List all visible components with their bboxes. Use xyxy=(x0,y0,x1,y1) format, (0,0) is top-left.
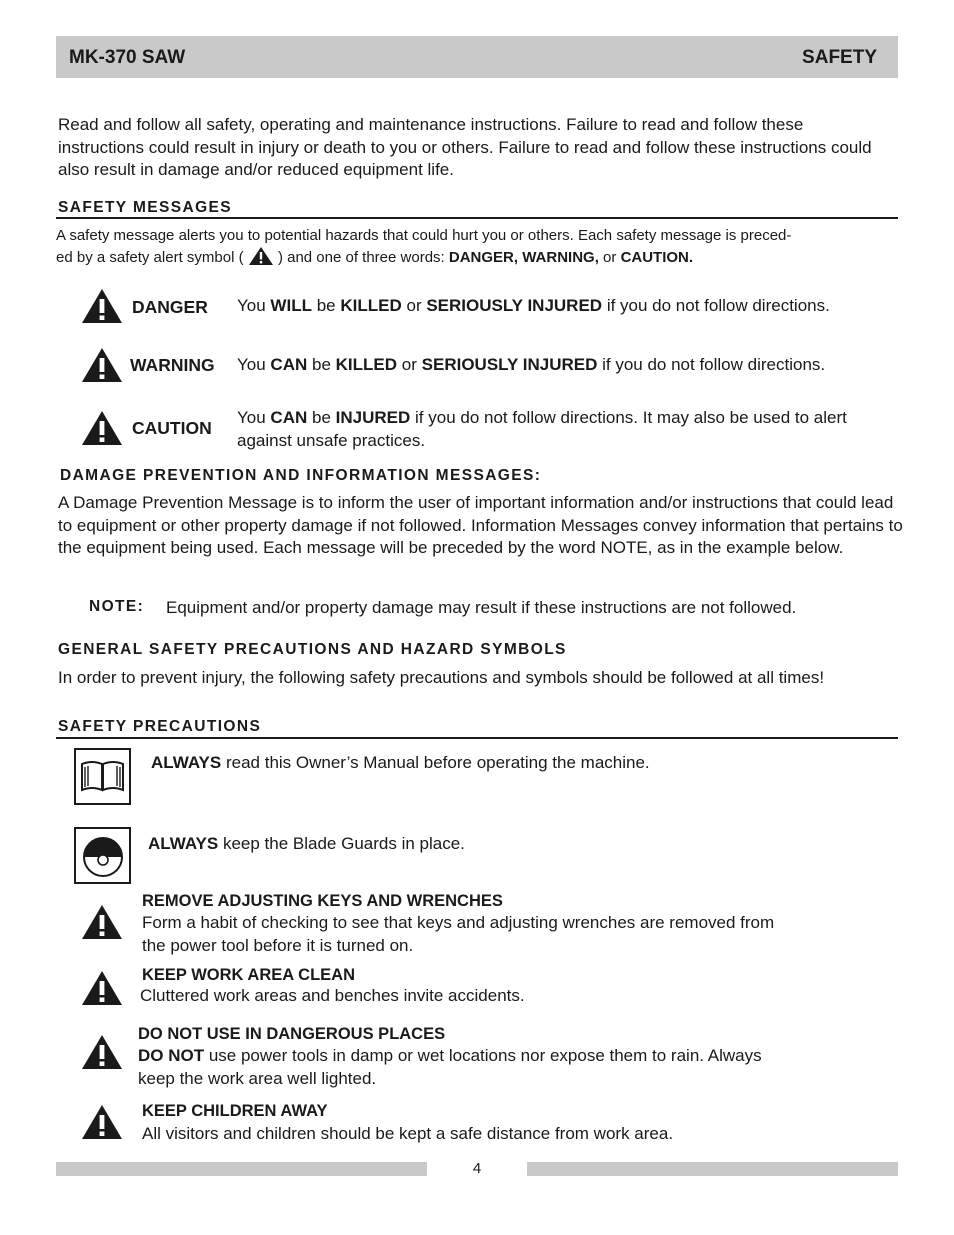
precaution-title: REMOVE ADJUSTING KEYS AND WRENCHES xyxy=(142,892,503,910)
precaution-text: All visitors and children should be kept a safe distance from work area. xyxy=(142,1124,674,1143)
warning-label: WARNING xyxy=(130,355,215,375)
blade-guard-precaution: ALWAYS keep the Blade Guards in place. xyxy=(148,834,465,853)
precaution-text: Cluttered work areas and benches invite accidents. xyxy=(140,986,525,1005)
book-icon-frame xyxy=(74,748,131,805)
safety-precautions-heading: SAFETY PRECAUTIONS xyxy=(58,718,262,735)
precaution-title: KEEP CHILDREN AWAY xyxy=(142,1102,328,1120)
blade-icon xyxy=(76,829,129,882)
general-safety-heading: GENERAL SAFETY PRECAUTIONS AND HAZARD SYMBOLS xyxy=(58,641,567,658)
safety-messages-text xyxy=(56,225,906,268)
warning-icon xyxy=(81,1104,123,1140)
intro-paragraph: Read and follow all safety, operating and maintenance instructions. Failure to read and follow these instructions could result in injury or death to you or others. Failure to read and follow these instructions could also result in damage and/or reduced equipment life. xyxy=(58,115,872,179)
warning-icon xyxy=(81,1034,123,1070)
danger-label: DANGER xyxy=(132,297,208,317)
caution-description: You CAN be INJURED if you do not follow directions. It may also be used to alert against unsafe practices. xyxy=(237,408,847,450)
book-icon xyxy=(76,750,129,803)
warning-icon xyxy=(81,970,123,1006)
footer-bar-left xyxy=(56,1162,427,1176)
danger-warning-icon xyxy=(81,288,123,324)
safety-messages-line2: ed by a safety alert symbol ( ) and one of three words: DANGER, WARNING, or CAUTION. xyxy=(56,246,906,268)
warning-icon xyxy=(81,904,123,940)
note-label: NOTE: xyxy=(89,598,145,615)
damage-prevention-heading: DAMAGE PREVENTION AND INFORMATION MESSAGES: xyxy=(60,467,542,484)
footer-bar-right xyxy=(527,1162,898,1176)
note-text: Equipment and/or property damage may result if these instructions are not followed. xyxy=(166,598,797,617)
general-safety-text: In order to prevent injury, the following safety precautions and symbols should be followed at all times! xyxy=(58,668,825,687)
precaution-text: DO NOT use power tools in damp or wet locations nor expose them to rain. Always keep the work area well lighted. xyxy=(138,1046,762,1088)
precaution-title: DO NOT USE IN DANGEROUS PLACES xyxy=(138,1025,446,1043)
safety-messages-line1: A safety message alerts you to potential hazards that could hurt you or others. Each safety message is preced- xyxy=(56,227,792,244)
safety-alert-icon xyxy=(248,246,274,266)
warning-description: You CAN be KILLED or SERIOUSLY INJURED if you do not follow directions. xyxy=(237,355,826,374)
section-rule xyxy=(56,737,898,739)
warning-icon xyxy=(81,347,123,383)
safety-messages-heading: SAFETY MESSAGES xyxy=(58,199,233,216)
danger-description: You WILL be KILLED or SERIOUSLY INJURED if you do not follow directions. xyxy=(237,296,830,315)
manual-title: MK-370 SAW xyxy=(69,47,186,68)
section-title: SAFETY xyxy=(802,47,877,68)
precaution-text: Form a habit of checking to see that keys and adjusting wrenches are removed from the power tool before it is turned on. xyxy=(142,913,775,955)
damage-prevention-text: A Damage Prevention Message is to inform the user of important information and/or instructions that could lead to equipment or other property damage if not followed. Information Messages convey information that pertains to the equipment being used. Each message will be preceded by the word NOTE, as in the example below. xyxy=(58,493,903,557)
page-number: 4 xyxy=(472,1160,482,1177)
page-header xyxy=(56,36,898,78)
caution-icon xyxy=(81,410,123,446)
section-rule xyxy=(56,217,898,219)
blade-icon-frame xyxy=(74,827,131,884)
caution-label: CAUTION xyxy=(132,418,212,438)
read-manual-precaution: ALWAYS read this Owner’s Manual before operating the machine. xyxy=(151,753,650,772)
precaution-title: KEEP WORK AREA CLEAN xyxy=(142,966,355,984)
